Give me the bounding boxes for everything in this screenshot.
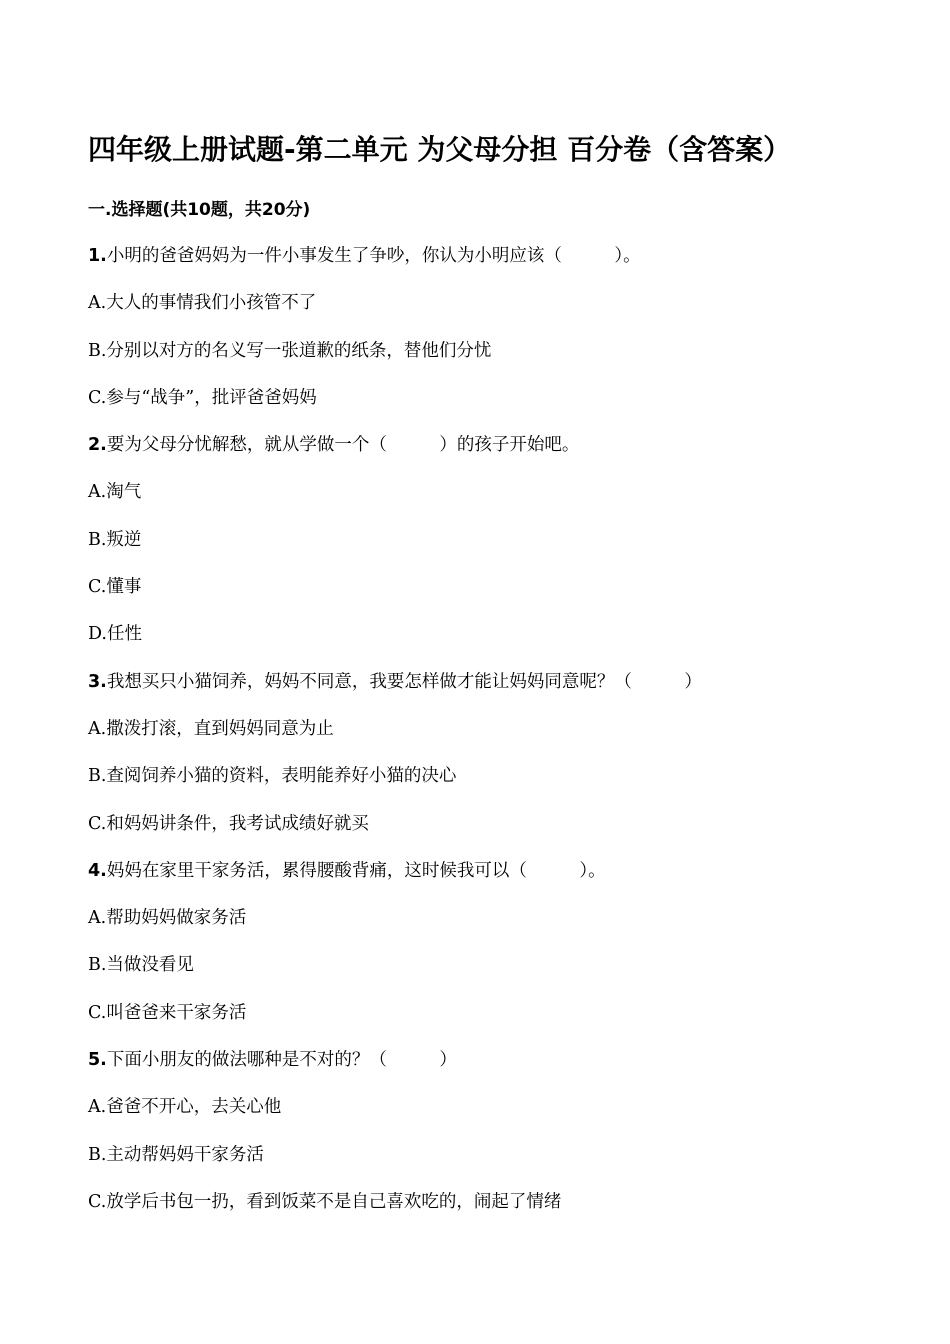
question-stem	[88, 431, 908, 478]
answer-option: C.懂事	[88, 577, 142, 598]
answer-option: C.和妈妈讲条件，我考试成绩好就买	[88, 813, 369, 834]
question-text: 要为父母分忧解愁，就从学做一个（ ）的孩子开始吧。	[106, 435, 580, 456]
question-stem	[88, 857, 908, 904]
question-number: 5.	[88, 1050, 107, 1071]
page-title: 四年级上册试题-第二单元 为父母分担 百分卷（含答案）	[88, 133, 792, 166]
answer-option: C.放学后书包一扔，看到饭菜不是自己喜欢吃的，闹起了情绪	[88, 1191, 562, 1212]
answer-option: A.淘气	[88, 482, 142, 503]
question-text: 我想买只小猫饲养，妈妈不同意，我要怎样做才能让妈妈同意呢？（ ）	[106, 671, 702, 692]
question-text: 小明的爸爸妈妈为一件小事发生了争吵，你认为小明应该（ ）。	[106, 246, 641, 266]
answer-option: A.爸爸不开心，去关心他	[88, 1097, 282, 1118]
answer-option: B.分别以对方的名义写一张道歉的纸条，替他们分忧	[88, 340, 492, 361]
answer-option: A.撒泼打滚，直到妈妈同意为止	[88, 718, 334, 739]
answer-option: C.参与“战争”，批评爸爸妈妈	[88, 387, 317, 408]
answer-option: B.叛逆	[88, 529, 142, 550]
answer-option: A.帮助妈妈做家务活	[88, 908, 247, 929]
question-number: 3.	[88, 671, 107, 692]
section-heading: 一.选择题(共10题，共20分)	[88, 200, 311, 220]
answer-option: B.查阅饲养小猫的资料，表明能养好小猫的决心	[88, 766, 457, 787]
question-list	[88, 242, 908, 1235]
question-stem	[88, 668, 908, 715]
question-text: 妈妈在家里干家务活，累得腰酸背痛，这时候我可以（ ）。	[106, 860, 606, 881]
question-text: 下面小朋友的做法哪种是不对的？（ ）	[106, 1050, 457, 1071]
answer-option: B.当做没看见	[88, 955, 194, 976]
question-number: 4.	[88, 860, 107, 881]
question-stem	[88, 1046, 908, 1093]
answer-option: B.主动帮妈妈干家务活	[88, 1144, 264, 1165]
answer-option: D.任性	[88, 624, 142, 645]
question-number: 2.	[88, 435, 107, 456]
question-number: 1.	[88, 246, 107, 266]
answer-option: A.大人的事情我们小孩管不了	[88, 293, 317, 314]
question-stem	[88, 242, 908, 289]
answer-option: C.叫爸爸来干家务活	[88, 1002, 247, 1023]
